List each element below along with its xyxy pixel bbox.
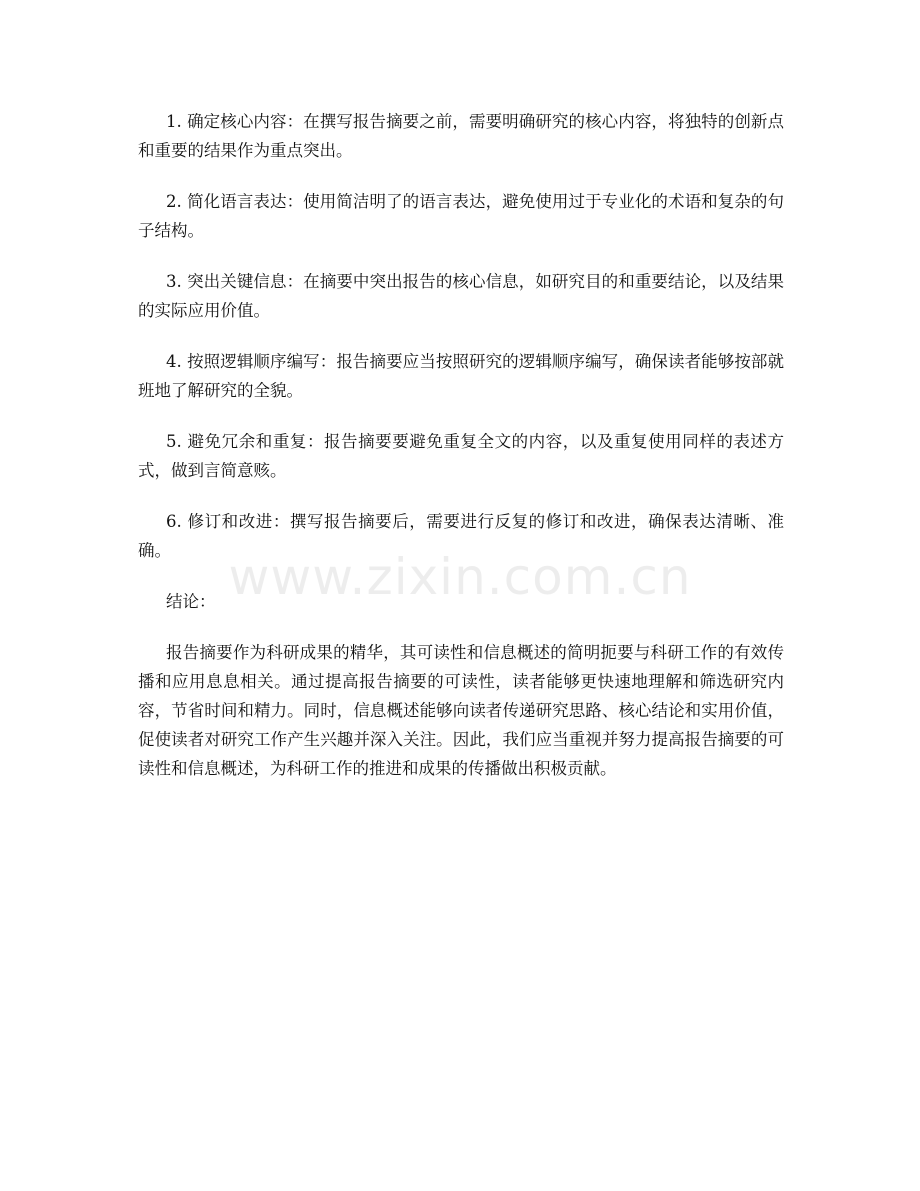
watermark: www.zixin.com.cn	[228, 548, 692, 606]
list-item-4: 4. 按照逻辑顺序编写：报告摘要应当按照研究的逻辑顺序编写，确保读者能够按部就班地了解研究的全貌。	[138, 352, 784, 400]
list-item-6: 6. 修订和改进：撰写报告摘要后，需要进行反复的修订和改进，确保表达清晰、准确。	[138, 512, 784, 560]
list-item-3: 3. 突出关键信息：在摘要中突出报告的核心信息，如研究目的和重要结论，以及结果的实际应用价值。	[138, 272, 784, 320]
list-item-1: 1. 确定核心内容：在撰写报告摘要之前，需要明确研究的核心内容，将独特的创新点和重要的结果作为重点突出。	[138, 112, 784, 160]
conclusion-paragraph: 报告摘要作为科研成果的精华，其可读性和信息概述的简明扼要与科研工作的有效传播和应用息息相关。通过提高报告摘要的可读性，读者能够更快速地理解和筛选研究内容，节省时间和精力。同时，信息概述能够向读者传递研究思路、核心结论和实用价值，促使读者对研究工作产生兴趣并深入关注。因此，我们应当重视并努力提高报告摘要的可读性和信息概述，为科研工作的推进和成果的传播做出积极贡献。	[138, 643, 784, 778]
list-item-2: 2. 简化语言表达：使用简洁明了的语言表达，避免使用过于专业化的术语和复杂的句子结构。	[138, 192, 784, 240]
document-body	[138, 107, 784, 805]
conclusion-heading: 结论：	[166, 592, 216, 611]
list-item-5: 5. 避免冗余和重复：报告摘要要避免重复全文的内容，以及重复使用同样的表述方式，做到言简意赅。	[138, 432, 784, 480]
